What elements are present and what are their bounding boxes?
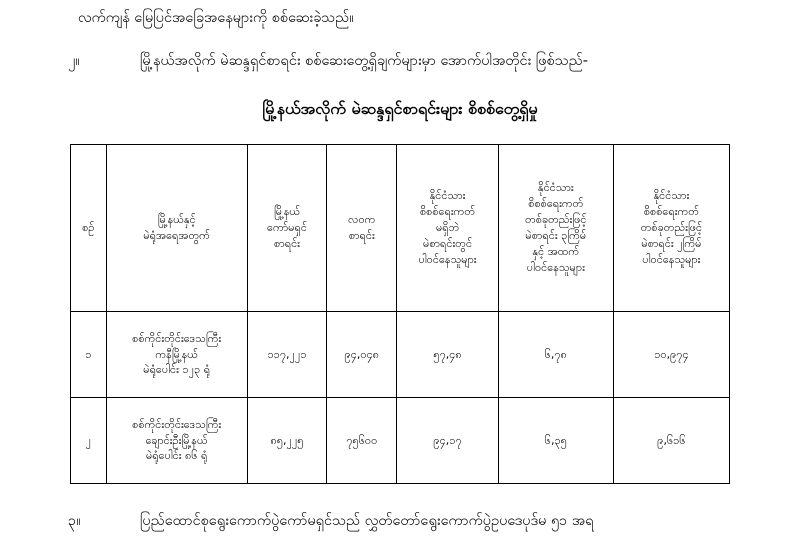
cell-two-times: ၁၀,၉၇၄ [613,312,729,398]
cell-township: စစ်ကိုင်းတိုင်းဒေသကြီး ချောင်းဦးမြို့နယ် မဲရုံပေါင်း ၈၆ ရုံ [106,398,247,484]
paragraph-2-text: မြို့နယ်အလိုက် မဲဆန္ဒရှင်စာရင်း စစ်ဆေးတွေ့ရှိချက်များမှာ အောက်ပါအတိုင်း ဖြစ်သည်- [140,53,588,69]
column-header-immigration: လဝက စာရင်း [327,145,397,312]
cell-township: စစ်ကိုင်းတိုင်းဒေသကြီး ကနီမြို့နယ် မဲရုံပေါင်း ၁၂၃ ရုံ [106,312,247,398]
column-header-commission: မြို့နယ် ကော်မရှင် စာရင်း [247,145,326,312]
table-header-row [71,145,730,312]
column-header-no-id: နိုင်ငံသား စိစစ်ရေးကတ် မရှိဘဲ မဲစာရင်းတွင် ပါဝင်နေသူများ [397,145,498,312]
cell-commission-count: ၁၁၇,၂၂၁ [247,312,326,398]
cell-two-times: ၉,၆၁၆ [613,398,729,484]
table-row [71,312,730,398]
cell-index: ၂ [71,398,107,484]
cell-three-or-more: ၆,၇၈ [498,312,613,398]
table-row [71,398,730,484]
cell-no-id: ၅၇,၄၈ [397,312,498,398]
cell-three-or-more: ၆,၃၅ [498,398,613,484]
findings-table [70,144,730,484]
top-paragraph: လက်ကျန် မြေပြင်အခြေအနေများကို စစ်ဆေးခဲ့သည်။ [78,10,354,26]
paragraph-3-number: ၃။ [68,513,81,529]
column-header-township: မြို့နယ်နှင့် မဲရုံအရေအတွက် [106,145,247,312]
column-header-three-or-more: နိုင်ငံသား စိစစ်ရေးကတ် တစ်ခုတည်းဖြင့် မဲစာရင်း ၃ကြိမ် နှင့် အထက် ပါဝင်နေသူများ [498,145,613,312]
column-header-two-times: နိုင်ငံသား စိစစ်ရေးကတ် တစ်ခုတည်းဖြင့် မဲစာရင်း ၂ကြိမ် ပါဝင်နေသူများ [613,145,729,312]
page-title: မြို့နယ်အလိုက် မဲဆန္ဒရှင်စာရင်းများ စိစစ်တွေ့ရှိမှု [262,99,538,118]
paragraph-2 [68,52,788,73]
paragraph-2-number: ၂။ [68,53,80,69]
cell-immigration-count: ၇၅၆၀၀ [327,398,397,484]
cell-index: ၁ [71,312,107,398]
paragraph-3-text: ပြည်ထောင်စုရွေးကောက်ပွဲကော်မရှင်သည် လွှတ်တော်ရွေးကောက်ပွဲဥပဒေပုဒ်မ ၅၁ အရ [140,513,594,529]
cell-commission-count: ၈၅,၂၂၅ [247,398,326,484]
cell-immigration-count: ၉၄,၀၄၈ [327,312,397,398]
cell-no-id: ၉၄,၁၇ [397,398,498,484]
paragraph-3 [68,512,798,533]
column-header-index: စဉ် [71,145,107,312]
